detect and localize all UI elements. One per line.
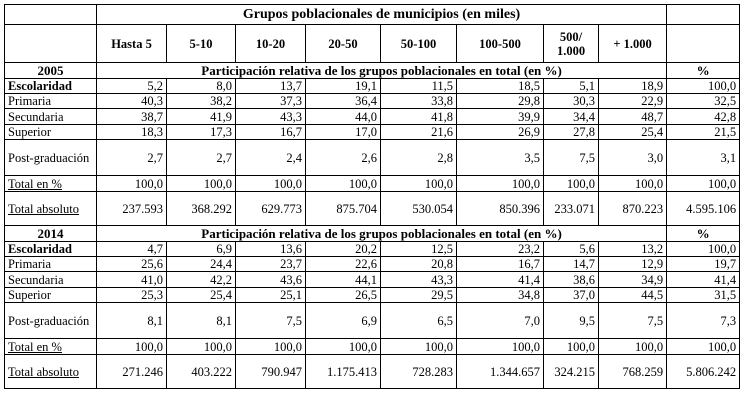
section-caption: Participación relativa de los grupos poblacionales en total (en %) (97, 63, 667, 79)
table-row (5, 272, 740, 288)
table-cell: 36,4 (306, 94, 381, 109)
table-cell: 5,2 (97, 79, 167, 94)
table-cell: 23,7 (236, 257, 306, 272)
table-cell: 12,5 (381, 242, 457, 257)
table-cell: 41,9 (167, 109, 236, 125)
table-cell: 44,5 (599, 288, 667, 303)
table-cell: 100,0 (306, 176, 381, 192)
population-education-table (4, 4, 740, 389)
header-blank-cell (667, 25, 740, 63)
table-cell: 870.223 (599, 192, 667, 226)
table-cell: 43,3 (236, 109, 306, 125)
table-cell: 100,0 (667, 176, 740, 192)
table-cell: 20,2 (306, 242, 381, 257)
table-cell: 37,0 (544, 288, 599, 303)
row-label: Primaria (5, 257, 97, 272)
table-cell: 38,6 (544, 272, 599, 288)
table-cell: 11,5 (381, 79, 457, 94)
table-cell: 100,0 (236, 176, 306, 192)
table-cell: 7,0 (457, 303, 544, 339)
section-year: 2014 (5, 226, 97, 242)
table-body (5, 5, 740, 389)
table-cell: 41,8 (381, 109, 457, 125)
table-cell: 8,0 (167, 79, 236, 94)
table-cell: 100,0 (306, 339, 381, 355)
column-header: 5-10 (167, 25, 236, 63)
table-cell: 2,8 (381, 140, 457, 176)
column-header: Hasta 5 (97, 25, 167, 63)
table-cell: 4,7 (97, 242, 167, 257)
table-cell: 324.215 (544, 355, 599, 389)
table-cell: 13,7 (236, 79, 306, 94)
column-header: 50-100 (381, 25, 457, 63)
table-cell: 403.222 (167, 355, 236, 389)
table-cell: 18,3 (97, 125, 167, 140)
column-header-row (5, 25, 740, 63)
table-cell: 100,0 (97, 339, 167, 355)
table-cell: 26,5 (306, 288, 381, 303)
table-cell: 18,9 (599, 79, 667, 94)
row-label: Total en % (5, 339, 97, 355)
table-cell: 271.246 (97, 355, 167, 389)
section-pct-label: % (667, 63, 740, 79)
table-cell: 42,2 (167, 272, 236, 288)
table-cell: 5,1 (544, 79, 599, 94)
table-row (5, 109, 740, 125)
table-cell: 2,7 (167, 140, 236, 176)
row-label: Total absoluto (5, 192, 97, 226)
table-cell: 41,0 (97, 272, 167, 288)
table-row (5, 176, 740, 192)
table-row (5, 288, 740, 303)
table-row (5, 303, 740, 339)
table-cell: 21,6 (381, 125, 457, 140)
corner-cell (5, 5, 97, 25)
table-cell: 5.806.242 (667, 355, 740, 389)
table-cell: 41,4 (457, 272, 544, 288)
table-cell: 8,1 (97, 303, 167, 339)
table-row (5, 125, 740, 140)
table-cell: 31,5 (667, 288, 740, 303)
table-cell: 9,5 (544, 303, 599, 339)
table-cell: 34,4 (544, 109, 599, 125)
table-cell: 38,7 (97, 109, 167, 125)
table-cell: 37,3 (236, 94, 306, 109)
table-cell: 18,5 (457, 79, 544, 94)
table-cell: 2,6 (306, 140, 381, 176)
table-cell: 3,1 (667, 140, 740, 176)
table-cell: 100,0 (599, 339, 667, 355)
table-cell: 43,3 (381, 272, 457, 288)
table-cell: 629.773 (236, 192, 306, 226)
table-cell: 850.396 (457, 192, 544, 226)
table-row (5, 339, 740, 355)
table-cell: 25,3 (97, 288, 167, 303)
table-cell: 7,3 (667, 303, 740, 339)
table-cell: 13,2 (599, 242, 667, 257)
row-label: Secundaria (5, 272, 97, 288)
row-label: Post-graduación (5, 140, 97, 176)
table-cell: 38,2 (167, 94, 236, 109)
table-cell: 19,1 (306, 79, 381, 94)
table-cell: 728.283 (381, 355, 457, 389)
table-cell: 48,7 (599, 109, 667, 125)
column-header: 10-20 (236, 25, 306, 63)
table-row (5, 257, 740, 272)
table-cell: 17,3 (167, 125, 236, 140)
table-cell: 4.595.106 (667, 192, 740, 226)
table-cell: 100,0 (381, 176, 457, 192)
table-title: Grupos poblacionales de municipios (en miles) (97, 5, 667, 25)
section-pct-label: % (667, 226, 740, 242)
column-header: + 1.000 (599, 25, 667, 63)
section-header-row (5, 63, 740, 79)
section-header-row (5, 226, 740, 242)
table-cell: 14,7 (544, 257, 599, 272)
table-cell: 34,9 (599, 272, 667, 288)
table-cell: 368.292 (167, 192, 236, 226)
table-cell: 25,4 (599, 125, 667, 140)
section-year: 2005 (5, 63, 97, 79)
row-label: Escolaridad (5, 79, 97, 94)
table-cell: 39,9 (457, 109, 544, 125)
table-cell: 875.704 (306, 192, 381, 226)
table-cell: 34,8 (457, 288, 544, 303)
table-cell: 21,5 (667, 125, 740, 140)
table-cell: 23,2 (457, 242, 544, 257)
table-cell: 7,5 (236, 303, 306, 339)
table-cell: 30,3 (544, 94, 599, 109)
table-cell: 41,4 (667, 272, 740, 288)
table-row (5, 355, 740, 389)
table-cell: 27,8 (544, 125, 599, 140)
table-cell: 5,6 (544, 242, 599, 257)
table-cell: 100,0 (544, 176, 599, 192)
table-cell: 6,9 (167, 242, 236, 257)
table-cell: 100,0 (167, 176, 236, 192)
table-cell: 25,1 (236, 288, 306, 303)
table-row (5, 242, 740, 257)
table-cell: 100,0 (236, 339, 306, 355)
table-cell: 40,3 (97, 94, 167, 109)
column-header: 500/ 1.000 (544, 25, 599, 63)
table-cell: 100,0 (544, 339, 599, 355)
table-row (5, 140, 740, 176)
table-cell: 43,6 (236, 272, 306, 288)
table-cell: 7,5 (599, 303, 667, 339)
table-cell: 100,0 (457, 339, 544, 355)
row-label: Total en % (5, 176, 97, 192)
table-cell: 790.947 (236, 355, 306, 389)
table-cell: 2,4 (236, 140, 306, 176)
table-cell: 22,9 (599, 94, 667, 109)
table-cell: 100,0 (381, 339, 457, 355)
table-row (5, 94, 740, 109)
table-row (5, 79, 740, 94)
row-label: Total absoluto (5, 355, 97, 389)
row-label: Post-graduación (5, 303, 97, 339)
table-row (5, 192, 740, 226)
table-cell: 6,9 (306, 303, 381, 339)
table-cell: 12,9 (599, 257, 667, 272)
table-cell: 7,5 (544, 140, 599, 176)
table-cell: 2,7 (97, 140, 167, 176)
table-cell: 42,8 (667, 109, 740, 125)
table-cell: 20,8 (381, 257, 457, 272)
row-label: Superior (5, 288, 97, 303)
table-cell: 44,1 (306, 272, 381, 288)
table-cell: 16,7 (236, 125, 306, 140)
row-label: Escolaridad (5, 242, 97, 257)
table-cell: 233.071 (544, 192, 599, 226)
table-cell: 3,5 (457, 140, 544, 176)
table-cell: 6,5 (381, 303, 457, 339)
table-cell: 25,4 (167, 288, 236, 303)
table-cell: 1.175.413 (306, 355, 381, 389)
row-label: Secundaria (5, 109, 97, 125)
table-cell: 1.344.657 (457, 355, 544, 389)
table-cell: 100,0 (667, 79, 740, 94)
table-cell: 530.054 (381, 192, 457, 226)
column-header: 20-50 (306, 25, 381, 63)
table-cell: 32,5 (667, 94, 740, 109)
table-cell: 100,0 (667, 339, 740, 355)
table-cell: 29,5 (381, 288, 457, 303)
table-cell: 100,0 (599, 176, 667, 192)
table-cell: 22,6 (306, 257, 381, 272)
table-cell: 237.593 (97, 192, 167, 226)
table-cell: 16,7 (457, 257, 544, 272)
table-cell: 768.259 (599, 355, 667, 389)
table-cell: 100,0 (97, 176, 167, 192)
table-cell: 13,6 (236, 242, 306, 257)
row-label: Superior (5, 125, 97, 140)
corner-cell-right (667, 5, 740, 25)
column-header: 100-500 (457, 25, 544, 63)
table-cell: 33,8 (381, 94, 457, 109)
header-blank-cell (5, 25, 97, 63)
table-cell: 26,9 (457, 125, 544, 140)
section-caption: Participación relativa de los grupos poblacionales en total (en %) (97, 226, 667, 242)
table-cell: 3,0 (599, 140, 667, 176)
table-cell: 100,0 (667, 242, 740, 257)
table-cell: 8,1 (167, 303, 236, 339)
table-cell: 25,6 (97, 257, 167, 272)
title-row (5, 5, 740, 25)
table-cell: 100,0 (457, 176, 544, 192)
table-cell: 100,0 (167, 339, 236, 355)
table-cell: 44,0 (306, 109, 381, 125)
table-cell: 19,7 (667, 257, 740, 272)
table-cell: 17,0 (306, 125, 381, 140)
table-cell: 29,8 (457, 94, 544, 109)
row-label: Primaria (5, 94, 97, 109)
table-cell: 24,4 (167, 257, 236, 272)
